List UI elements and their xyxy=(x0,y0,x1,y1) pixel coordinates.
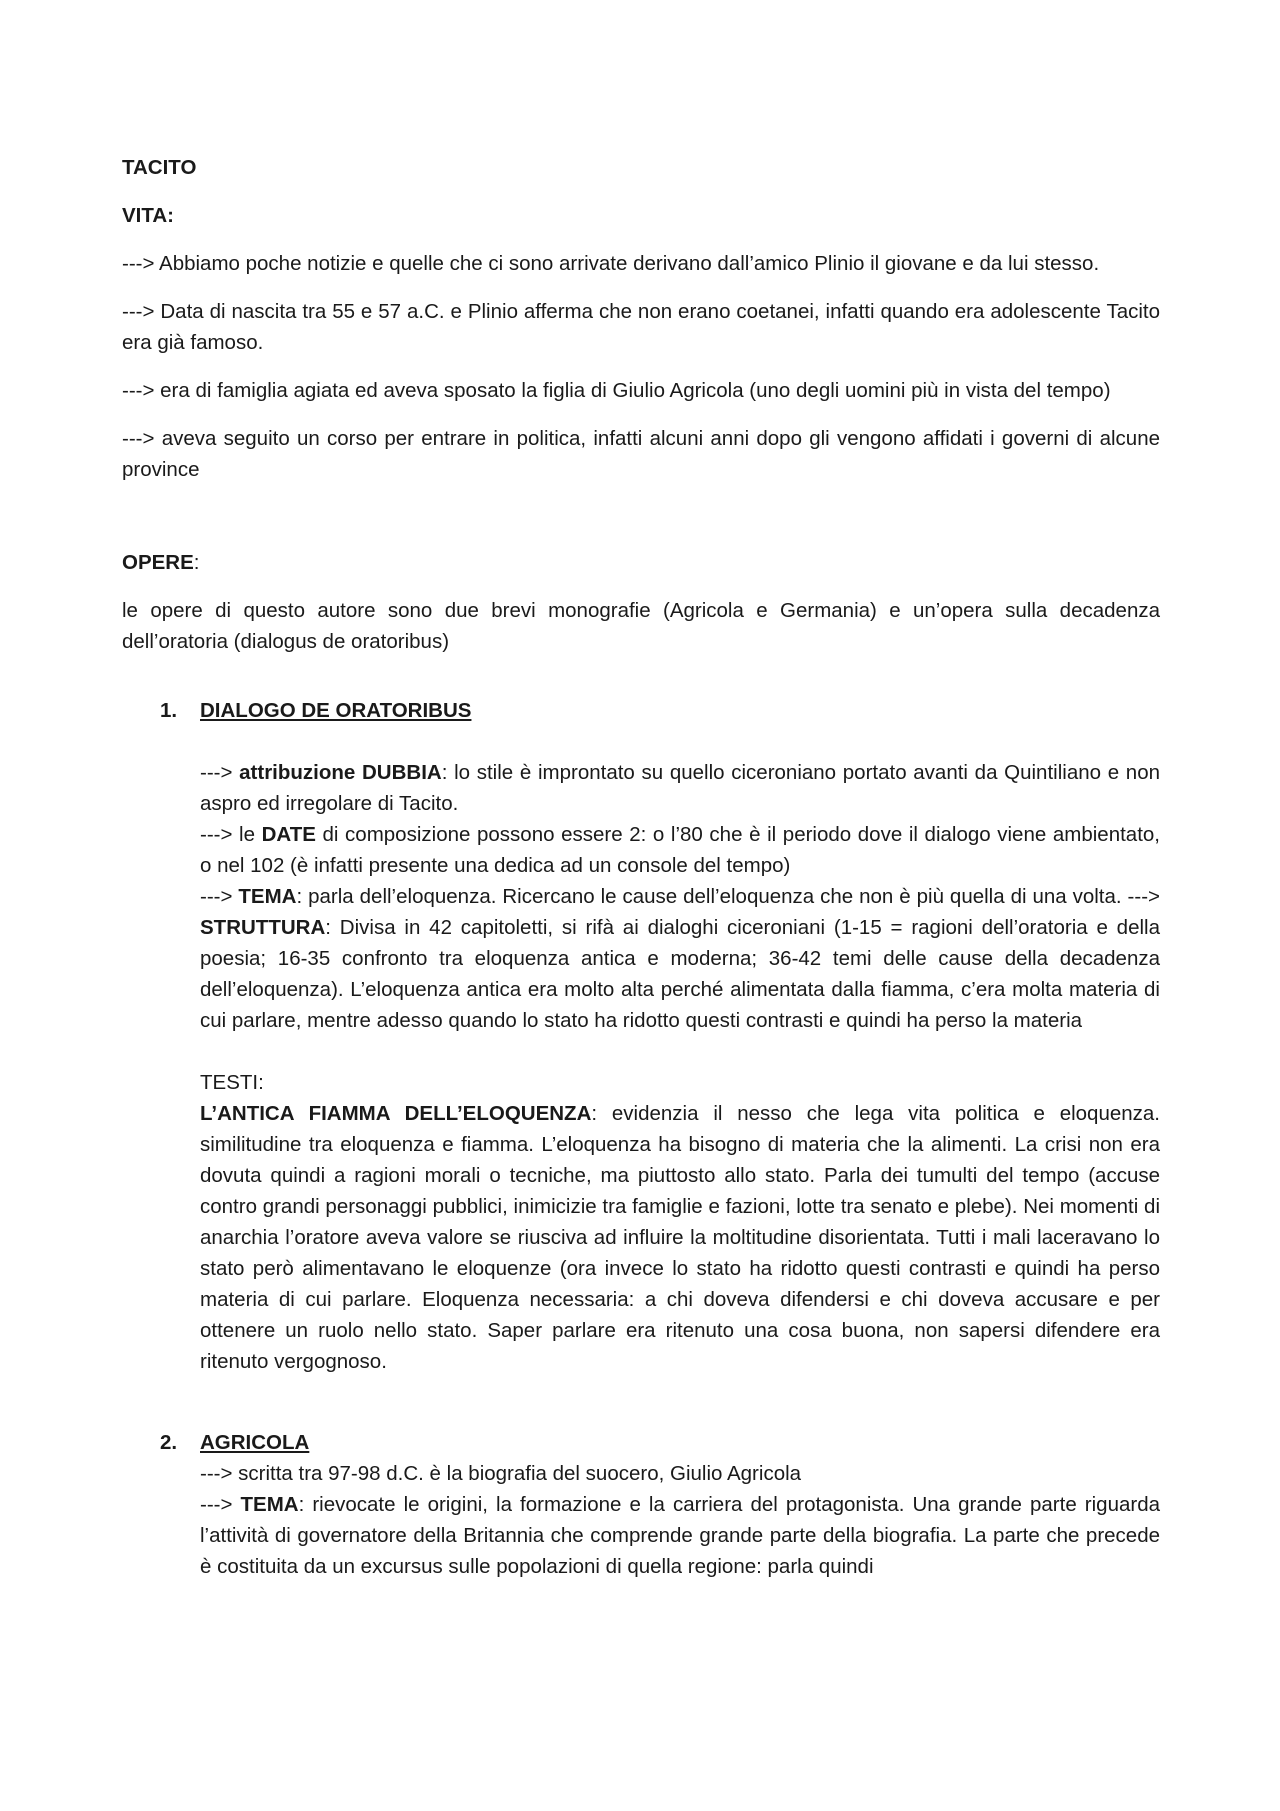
section-title-dialogo xyxy=(160,695,1160,726)
arrow-text: ---> xyxy=(200,885,239,908)
bold-term: DATE xyxy=(261,823,316,846)
paragraph-text: : rievocate le origini, la formazione e la carriera del protagonista. Una grande parte riguarda l’attività di governatore della Britannia che comprende grande parte della biografia. La parte che precede è costituita da un excursus sulle popolazioni di quella regione: parla quindi xyxy=(200,1493,1160,1578)
bold-term: attribuzione DUBBIA xyxy=(239,761,442,784)
vita-paragraph: ---> aveva seguito un corso per entrare in politica, infatti alcuni anni dopo gli vengono affidati i governi di alcune province xyxy=(122,427,1160,481)
document-body xyxy=(122,152,1160,1582)
agricola-tema xyxy=(200,1489,1160,1582)
testo-paragraph xyxy=(200,1098,1160,1377)
section-title-text: DIALOGO DE ORATORIBUS xyxy=(200,699,472,722)
document-title: TACITO xyxy=(122,156,197,179)
agricola-date: ---> scritta tra 97-98 d.C. è la biografia del suocero, Giulio Agricola xyxy=(200,1462,802,1485)
opere-heading-text: OPERE xyxy=(122,551,194,574)
paragraph-text: : evidenzia il nesso che lega vita politica e eloquenza. similitudine tra eloquenza e fiamma. L’eloquenza ha bisogno di materia che la alimenti. La crisi non era dovuta quindi a ragioni morali o tecniche, ma piuttosto allo stato. Parla dei tumulti del tempo (accuse contro grandi personaggi pubblici, inimicizie tra famiglie e fazioni, lotte tra senato e plebe). Nei momenti di anarchia l’oratore aveva valore se riusciva ad influire la moltitudine disorientata. Tutti i mali laceravano lo stato però alimentavano le eloquenze (ora invece lo stato ha ridotto questi contrasti e quindi ha perso materia di cui parlare. Eloquenza necessaria: a chi doveva difendersi e chi doveva accusare e per ottenere un ruolo nello stato. Saper parlare era ritenuto una cosa buona, non sapersi difendere era ritenuto vergognoso. xyxy=(200,1102,1161,1373)
opere-intro: le opere di questo autore sono due brevi monografie (Agricola e Germania) e un’opera sulla decadenza dell’oratoria (dialogus de oratoribus) xyxy=(122,599,1160,653)
paragraph-text: : Divisa in 42 capitoletti, si rifà ai dialoghi ciceroniani (1-15 = ragioni dell’oratoria e della poesia; 16-35 confronto tra eloquenza antica e moderna; 36-42 temi delle cause della decadenza dell’eloquenza). L’eloquenza antica era molto alta perché alimentata dalla fiamma, c’era molta materia di cui parlare, mentre adesso quando lo stato ha ridotto questi contrasti e quindi ha perso la materia xyxy=(200,916,1160,1032)
section-number: 1. xyxy=(160,699,178,722)
testo-title: L’ANTICA FIAMMA DELL’ELOQUENZA xyxy=(200,1102,592,1125)
vita-paragraph: ---> era di famiglia agiata ed aveva sposato la figlia di Giulio Agricola (uno degli uomini più in vista del tempo) xyxy=(122,379,1111,402)
vita-paragraph: ---> Data di nascita tra 55 e 57 a.C. e Plinio afferma che non erano coetanei, infatti quando era adolescente Tacito era già famoso. xyxy=(122,300,1160,354)
section-title-agricola xyxy=(160,1427,1160,1458)
dialogo-attribution xyxy=(200,757,1160,819)
opere-heading-colon: : xyxy=(193,551,200,574)
section-dialogo xyxy=(160,695,1161,1377)
dialogo-tema xyxy=(200,881,1160,1036)
arrow-text: ---> xyxy=(200,761,240,784)
paragraph-text: di composizione possono essere 2: o l’80 che è il periodo dove il dialogo viene ambientato, o nel 102 (è infatti presente una dedica ad un console del tempo) xyxy=(200,823,1160,877)
bold-term: TEMA xyxy=(238,885,297,908)
section-number: 2. xyxy=(160,1431,178,1454)
arrow-text: ---> le xyxy=(200,823,262,846)
section-agricola xyxy=(160,1427,1160,1582)
bold-term: STRUTTURA xyxy=(200,916,326,939)
vita-paragraph: ---> Abbiamo poche notizie e quelle che ci sono arrivate derivano dall’amico Plinio il giovane e da lui stesso. xyxy=(122,252,1100,275)
arrow-text: ---> xyxy=(200,1493,241,1516)
opere-heading xyxy=(122,547,1160,578)
paragraph-text: : parla dell’eloquenza. Ricercano le cause dell’eloquenza che non è più quella di una volta. ---> xyxy=(296,885,1160,908)
dialogo-date xyxy=(200,819,1160,881)
testi-label: TESTI: xyxy=(200,1071,264,1094)
bold-term: TEMA xyxy=(240,1493,299,1516)
section-title-text: AGRICOLA xyxy=(200,1431,310,1454)
paragraph-text: : lo stile è improntato su quello ciceroniano portato avanti da Quintiliano e non aspro ed irregolare di Tacito. xyxy=(200,761,1160,815)
vita-heading: VITA: xyxy=(122,204,175,227)
